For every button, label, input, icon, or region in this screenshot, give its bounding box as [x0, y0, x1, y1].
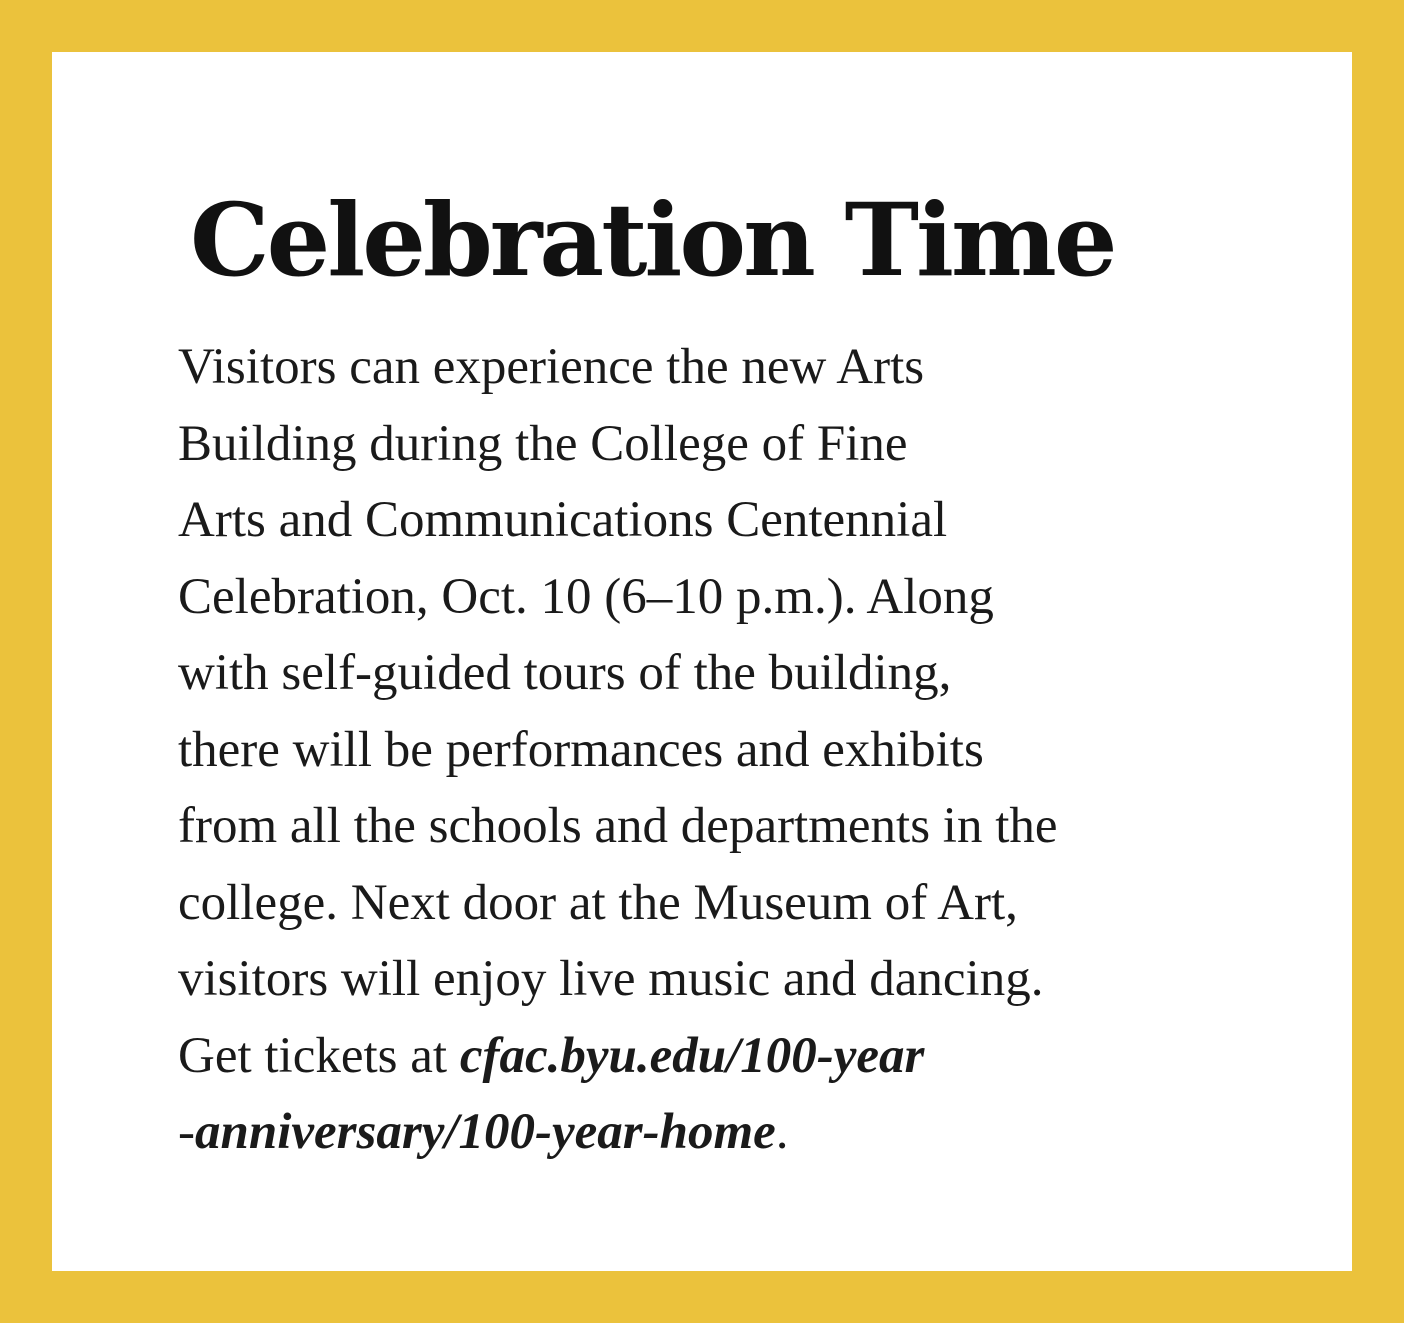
page-title: Celebration Time — [190, 181, 1115, 299]
tickets-link-part2[interactable]: anniversary/100-year-home — [194, 1104, 776, 1160]
content-panel — [52, 52, 1352, 1271]
body-line: college. Next door at the Museum of Art, — [178, 874, 1018, 931]
body-line: there will be performances and exhibits — [178, 721, 984, 778]
body-line: from all the schools and departments in the — [178, 798, 1058, 854]
body-line: with self-guided tours of the building, — [178, 645, 952, 701]
body-line: Visitors can experience the new Arts — [178, 339, 925, 395]
body-line: Arts and Communications Centennial — [178, 492, 948, 548]
body-line: Celebration, Oct. 10 (6–10 p.m.). Along — [178, 568, 994, 625]
body-paragraph — [178, 329, 1298, 1171]
tickets-link-part1[interactable]: cfac.byu.edu/100-year — [459, 1027, 925, 1084]
tickets-line — [178, 1018, 1298, 1095]
end-punctuation: . — [775, 1104, 789, 1160]
body-line: visitors will enjoy live music and dancing. — [178, 951, 1044, 1007]
tickets-line-continued — [178, 1094, 1298, 1171]
tickets-link-hyphen: - — [178, 1104, 195, 1160]
tickets-prefix: Get tickets at — [178, 1027, 460, 1084]
body-line: Building during the College of Fine — [178, 415, 908, 472]
